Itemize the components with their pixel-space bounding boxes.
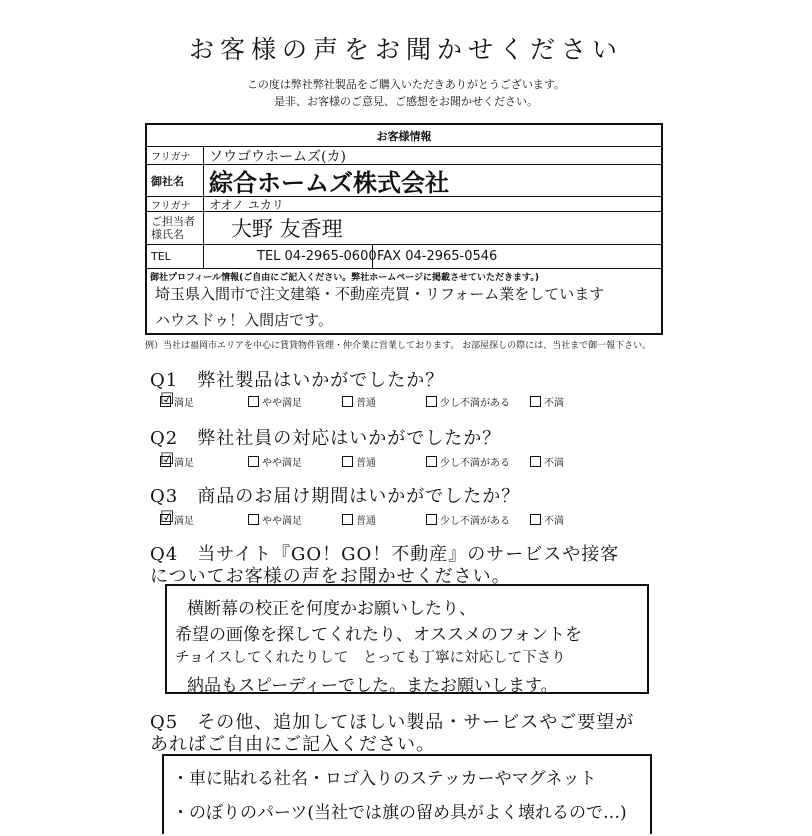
q5-answer-line-1: ・車に貼れる社名・ロゴ入りのステッカーやマグネット [172,769,597,789]
q3-option-slightly-dissatisfied[interactable]: 少し不満がある [426,512,510,527]
q2-option-somewhat[interactable]: やや満足 [248,454,302,469]
checkbox[interactable] [426,514,437,525]
person-row [147,212,661,245]
check-mark-icon: ☑ [160,507,175,526]
checkbox[interactable] [426,456,437,467]
q3-options [160,507,600,527]
check-mark-icon: ☑ [160,449,175,468]
q3-option-satisfied[interactable]: ☑ 満足 [160,507,194,527]
customer-info-table [145,123,663,335]
q1-option-slightly-dissatisfied[interactable]: 少し不満がある [426,394,510,409]
q3-option-normal[interactable]: 普通 [342,512,376,527]
subtitle-line-2: 是非、お客様のご意見、ご感想をお聞かせください。 [274,95,538,108]
q2-options [160,449,600,469]
furigana2-label: フリガナ [147,197,204,211]
q3-option-dissatisfied[interactable]: 不満 [530,512,564,527]
tel-label: TEL [147,245,204,268]
q4-answer-line-3: チョイスしてくれたりして とっても丁寧に対応して下さり [175,650,566,666]
info-header: お客様情報 [147,125,661,147]
q4-label-2: についてお客様の声をお聞かせください。 [150,566,511,587]
checkbox[interactable] [530,456,541,467]
checkbox[interactable] [426,396,437,407]
q2-option-dissatisfied[interactable]: 不満 [530,454,564,469]
checkbox[interactable] [160,507,175,526]
checkbox[interactable] [248,396,259,407]
furigana-company: ソウゴウホームズ(カ) [209,148,346,165]
tel-row [147,245,661,269]
check-mark-icon: ☑ [160,389,175,408]
q4-answer-line-4: 納品もスピーディーでした。またお願いします。 [187,676,558,696]
subtitle-line-1: この度は弊社弊社製品をご購入いただきありがとうございます。 [246,78,566,91]
checkbox[interactable] [160,389,175,408]
furigana2-row [147,197,661,212]
q2-label: Q2 弊社社員の対応はいかがでしたか？ [150,428,502,449]
q5-answer-line-2: ・のぼりのパーツ(当社では旗の留め具がよく壊れるので…) [172,803,627,823]
q1-option-satisfied[interactable]: ☑ 満足 [160,389,194,409]
checkbox[interactable] [342,456,353,467]
q4-answer-line-1: 横断幕の校正を何度かお願いしたり、 [187,599,476,619]
q4-label-1: Q4 当サイト『GO！GO！不動産』のサービスや接客 [150,544,620,565]
q2-option-normal[interactable]: 普通 [342,454,376,469]
q5-label-1: Q5 その他、追加してほしい製品・サービスやご要望が [150,712,635,733]
example-note: 例）当社は福岡市エリアを中心に賃貸物件管理・仲介業に営業しております。 お部屋探しの際には、当社まで御一報下さい。 [145,341,652,351]
checkbox[interactable] [530,396,541,407]
profile-line-1: 埼玉県入間市で注文建築・不動産売買・リフォーム業をしています [155,285,605,303]
q2-option-slightly-dissatisfied[interactable]: 少し不満がある [426,454,510,469]
fax-value: FAX 04-2965-0546 [377,249,498,264]
q1-option-dissatisfied[interactable]: 不満 [530,394,564,409]
q1-option-somewhat[interactable]: やや満足 [248,394,302,409]
q1-option-normal[interactable]: 普通 [342,394,376,409]
checkbox[interactable] [248,514,259,525]
q1-options [160,389,600,409]
company-row [147,165,661,197]
q4-answer-line-2: 希望の画像を探してくれたり、オススメのフォントを [175,625,582,645]
profile-label: 御社プロフィール情報(ご自由にご記入ください。弊社ホームページに掲載させていただきます。) [150,273,539,283]
page-title: お客様の声をお聞かせください [188,35,623,64]
checkbox[interactable] [160,449,175,468]
q5-answer-box[interactable] [162,754,652,834]
company-label: 御社名 [147,165,204,196]
furigana-label: フリガナ [147,147,204,164]
q5-label-2: あればご自由にご記入ください。 [150,734,435,755]
profile-row [147,269,661,335]
q3-label: Q3 商品のお届け期間はいかがでしたか？ [150,486,521,507]
furigana-person: オオノ ユカリ [209,197,284,212]
person-label: ご担当者様氏名 [147,212,204,244]
q2-option-satisfied[interactable]: ☑ 満足 [160,449,194,469]
checkbox[interactable] [342,396,353,407]
checkbox[interactable] [530,514,541,525]
checkbox[interactable] [342,514,353,525]
tel-value: TEL 04-2965-0600 [257,249,377,264]
profile-line-2: ハウスドゥ！入間店です。 [155,311,333,329]
company-name: 綜合ホームズ株式会社 [209,169,449,197]
person-name: 大野 友香理 [231,217,343,241]
q1-label: Q1 弊社製品はいかがでしたか？ [150,370,445,391]
q3-option-somewhat[interactable]: やや満足 [248,512,302,527]
tel-fax-divider [372,245,373,268]
q4-answer-box[interactable] [165,584,649,694]
checkbox[interactable] [248,456,259,467]
